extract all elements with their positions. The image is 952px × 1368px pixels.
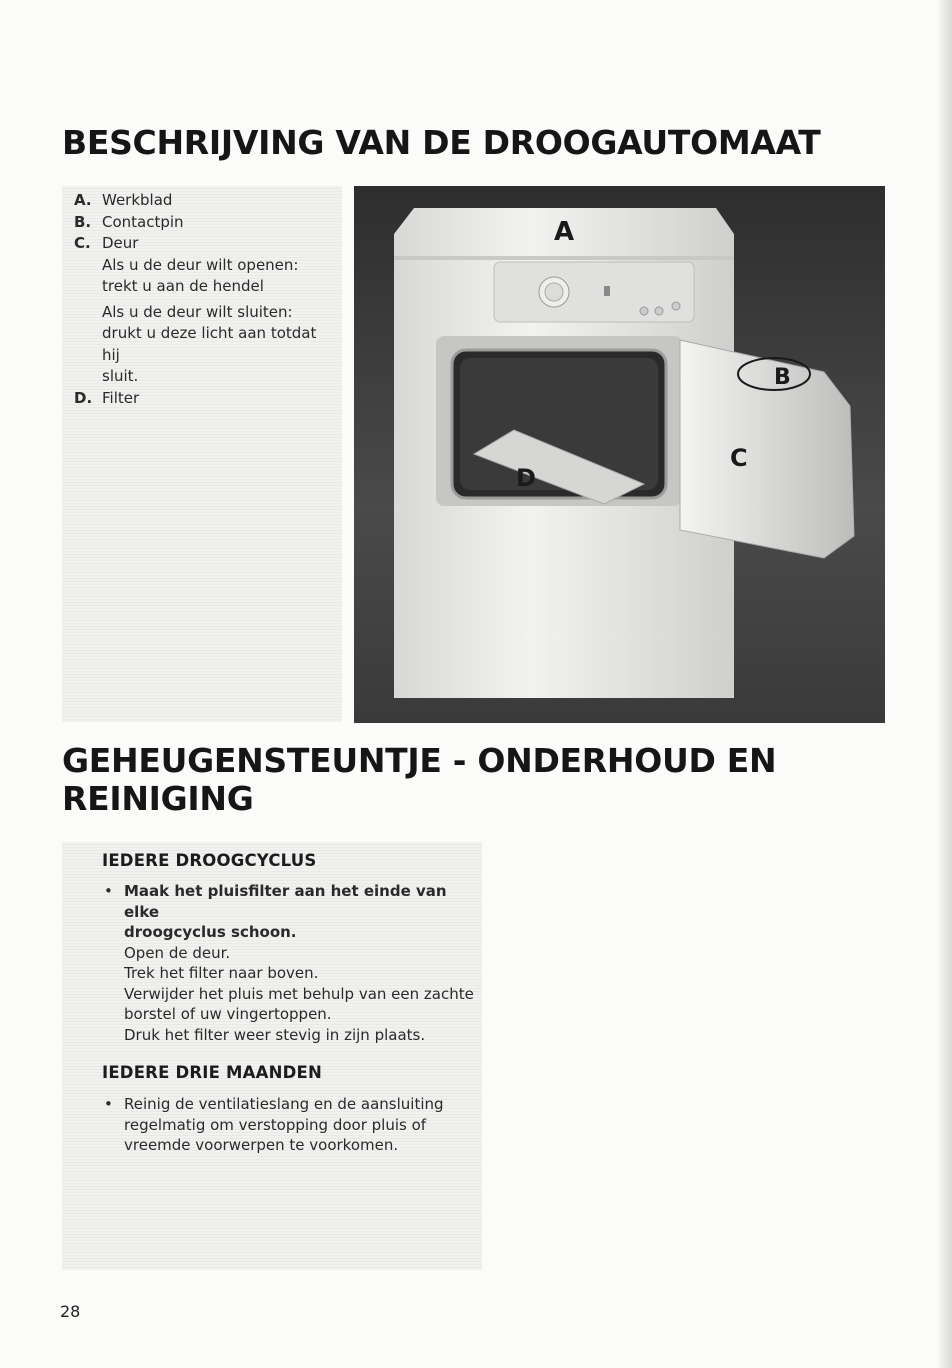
every-cycle-instructions: [104, 881, 474, 1045]
instruction-line: regelmatig om verstopping door pluis of: [124, 1115, 427, 1134]
photo-label-c: C: [730, 444, 748, 472]
instruction-line: drukt u deze licht aan totdat hij: [102, 324, 317, 364]
part-letter: C.: [74, 234, 91, 252]
dryer-photo: [354, 186, 885, 723]
part-label: Deur: [102, 234, 139, 252]
photo-label-d: D: [516, 464, 536, 492]
instruction-line: Verwijder het pluis met behulp van een zachte: [124, 984, 474, 1003]
heading-every-cycle: IEDERE DROOGCYCLUS: [102, 851, 317, 870]
parts-list: [74, 190, 336, 409]
part-label: Werkblad: [102, 191, 173, 209]
instruction-line: vreemde voorwerpen te voorkomen.: [124, 1136, 399, 1154]
part-letter: A.: [74, 191, 92, 209]
door-close-instructions: [74, 302, 336, 388]
part-label: Filter: [102, 388, 140, 407]
part-label: Contactpin: [102, 212, 184, 231]
instruction-line: Druk het filter weer stevig in zijn plaats.: [124, 1025, 426, 1044]
page-number: 28: [60, 1302, 81, 1321]
bullet-bold-line: Maak het pluisfilter aan het einde van elke: [124, 882, 447, 921]
photo-label-b: B: [774, 365, 791, 390]
page-edge-shadow: [938, 0, 952, 1368]
bullet-bold-line: droogcyclus schoon.: [124, 923, 297, 941]
instruction-line: borstel of uw vingertoppen.: [124, 1005, 332, 1023]
instruction-line: trekt u aan de hendel: [102, 277, 264, 295]
part-item-c: [74, 233, 336, 255]
bullet-item: [104, 1094, 474, 1115]
section-title-description: BESCHRIJVING VAN DE DROOGAUTOMAAT: [62, 123, 821, 162]
bullet-icon: •: [104, 1095, 113, 1113]
instruction-line: Reinig de ventilatieslang en de aansluiting: [124, 1095, 444, 1113]
bullet-icon: •: [104, 882, 113, 900]
instruction-line: Open de deur.: [124, 943, 231, 962]
part-item-d: [74, 388, 336, 410]
three-months-instructions: [104, 1094, 474, 1156]
bullet-item: [104, 881, 474, 922]
part-letter: B.: [74, 212, 92, 231]
part-letter: D.: [74, 388, 93, 407]
instruction-line: sluit.: [102, 367, 139, 385]
dryer-illustration: [354, 186, 885, 723]
heading-every-three-months: IEDERE DRIE MAANDEN: [102, 1063, 322, 1082]
instruction-line: Trek het filter naar boven.: [124, 964, 319, 982]
part-item-b: [74, 212, 336, 234]
door-open-instructions: [74, 255, 336, 298]
instruction-line: Als u de deur wilt openen:: [102, 255, 299, 274]
section-title-maintenance: GEHEUGENSTEUNTJE - ONDERHOUD EN REINIGING: [62, 741, 777, 818]
instruction-line: Als u de deur wilt sluiten:: [102, 302, 293, 321]
photo-label-a: A: [554, 217, 575, 247]
part-item-a: [74, 190, 336, 212]
